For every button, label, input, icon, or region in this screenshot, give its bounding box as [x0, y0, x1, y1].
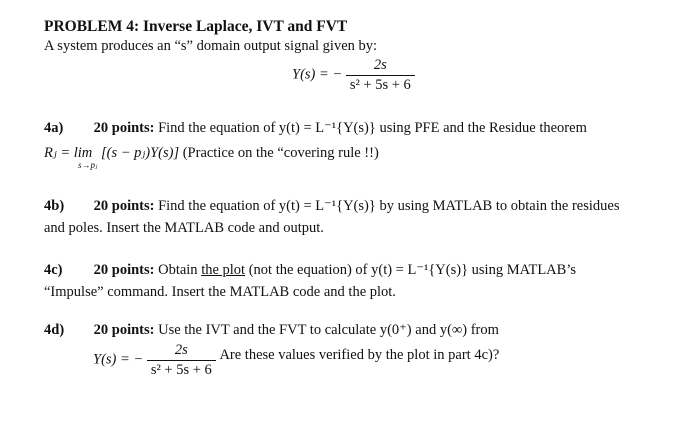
part-b-label: 4b): [44, 198, 65, 214]
part-c-post: (not the equation) of y(t) = L⁻¹{Y(s)} using MATLAB’s: [248, 262, 576, 278]
part-d-question: Are these values verified by the plot in part 4c)?: [219, 346, 500, 363]
part-d-line1: [44, 322, 499, 339]
part-a-label: 4a): [44, 120, 64, 136]
part-c-pre: Obtain: [158, 262, 198, 278]
ys-equation-lhs: Y(s) = −: [292, 66, 343, 83]
ys-equation-numerator: 2s: [373, 57, 387, 73]
part-d-eq-denominator: s² + 5s + 6: [147, 360, 216, 379]
residue-formula-lhs: [44, 145, 97, 171]
part-b-points: 20 points:: [93, 198, 155, 214]
part-b-text: Find the equation of y(t) = L⁻¹{Y(s)} by using MATLAB to obtain the residues: [158, 198, 620, 214]
part-c-points: 20 points:: [93, 262, 155, 278]
part-c-line1: [44, 262, 576, 279]
part-b-line1: [44, 198, 619, 215]
ys-equation: [292, 57, 415, 93]
part-a-points: 20 points:: [93, 120, 155, 136]
ys-equation-denominator: s² + 5s + 6: [346, 75, 415, 94]
part-a-practice-note: (Practice on the “covering rule !!): [182, 145, 379, 161]
part-d-eq-fraction: [147, 342, 216, 378]
part-a-line1: [44, 120, 587, 137]
part-d-label: 4d): [44, 322, 65, 338]
part-d-eq-numerator: 2s: [174, 342, 188, 358]
part-c-line2: “Impulse” command. Insert the MATLAB code and the plot.: [44, 284, 396, 300]
part-c-label: 4c): [44, 262, 63, 278]
residue-lim-sub: s→pⱼ: [78, 160, 98, 170]
part-c-underlined: the plot: [201, 262, 246, 278]
part-d-line2: [93, 342, 499, 378]
residue-formula-rhs: [(s − pⱼ)Y(s)]: [101, 145, 180, 161]
ys-equation-fraction: [346, 57, 415, 93]
residue-lim: Rⱼ = lim: [44, 145, 93, 161]
part-b-line2: and poles. Insert the MATLAB code and output.: [44, 220, 324, 236]
part-d-points: 20 points:: [93, 322, 155, 338]
part-d-eq-lhs: Y(s) = −: [93, 351, 144, 368]
part-d-text: Use the IVT and the FVT to calculate y(0⁺) and y(∞) from: [158, 322, 499, 338]
problem-title: PROBLEM 4: Inverse Laplace, IVT and FVT: [44, 18, 348, 35]
problem-intro: A system produces an “s” domain output signal given by:: [44, 38, 378, 54]
part-a-line2: [44, 145, 379, 171]
part-a-text: Find the equation of y(t) = L⁻¹{Y(s)} using PFE and the Residue theorem: [158, 120, 587, 136]
